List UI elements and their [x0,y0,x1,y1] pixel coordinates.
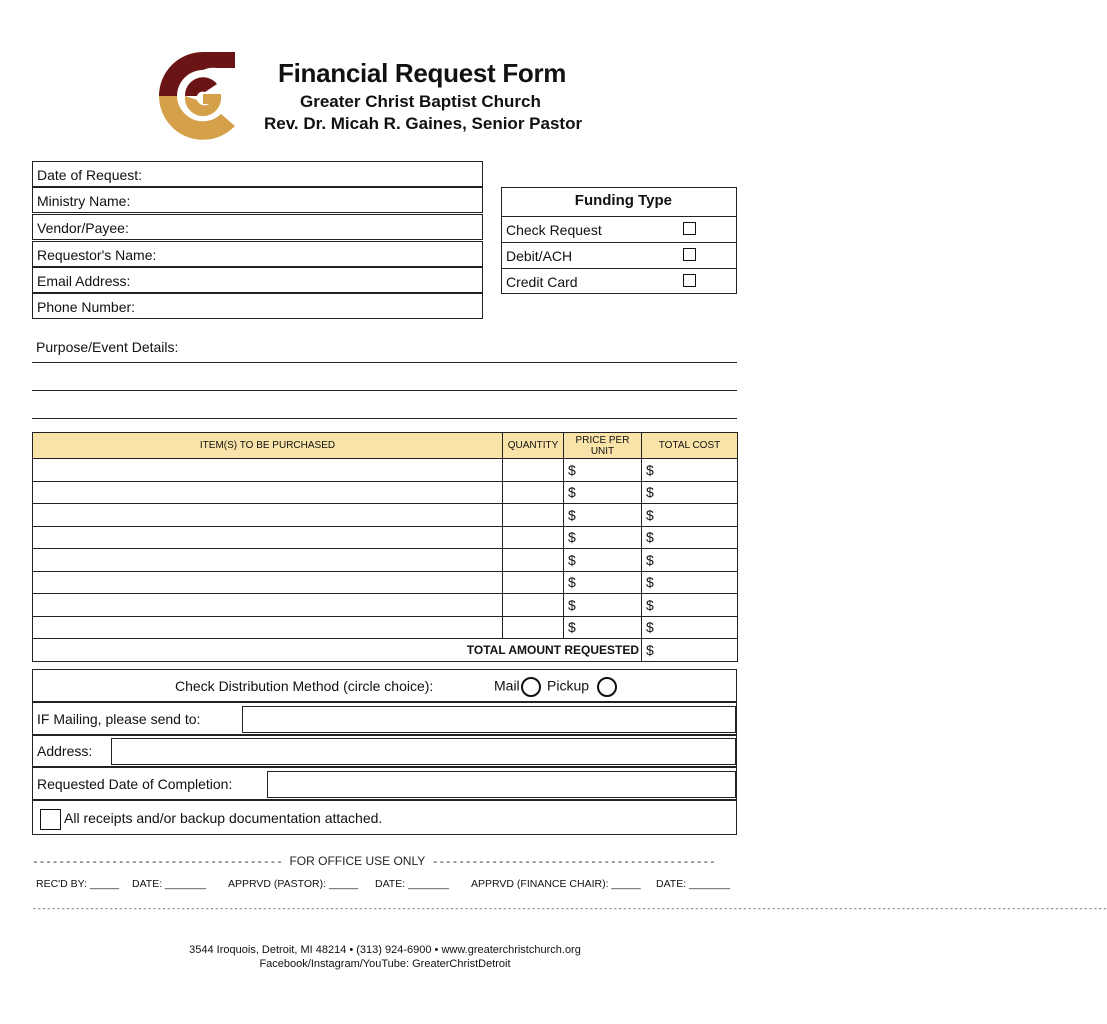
pickup-circle-icon[interactable] [597,677,617,697]
quantity-cell[interactable] [503,571,564,594]
currency-sign: $ [646,641,654,658]
table-row [33,459,738,482]
checkbox-debit-ach[interactable] [683,248,696,261]
requestor-label: Requestor's Name: [37,247,157,263]
purpose-line-1[interactable] [32,362,737,363]
currency-sign: $ [568,461,576,478]
pickup-label: Pickup [547,677,590,694]
currency-sign: $ [568,506,576,523]
funding-option-label: Check Request [506,222,602,238]
office-dashes-left: -------------------------------------- [32,857,290,869]
mail-label: Mail [494,677,520,694]
total-row [33,639,738,662]
footer-social: Facebook/Instagram/YouTube: GreaterChristDetroit [259,958,511,970]
pastor-date[interactable]: DATE: _______ [375,878,449,890]
approved-pastor[interactable]: APPRVD (PASTOR): _____ [228,878,359,890]
price-cell[interactable] [564,526,642,549]
quantity-cell[interactable] [503,549,564,572]
email-address-field[interactable] [32,267,483,293]
receipts-row [32,800,737,835]
mailing-row [32,702,737,735]
table-row [33,549,738,572]
approved-finance-chair[interactable]: APPRVD (FINANCE CHAIR): _____ [471,878,641,890]
item-cell[interactable] [33,594,503,617]
purpose-label: Purpose/Event Details: [36,339,179,355]
office-use-title: FOR OFFICE USE ONLY [289,854,426,868]
item-cell[interactable] [33,504,503,527]
ministry-name-field[interactable] [32,187,483,213]
currency-sign: $ [646,484,654,501]
requestor-name-field[interactable] [32,241,483,267]
currency-sign: $ [568,596,576,613]
table-row [33,504,738,527]
pickup-option[interactable] [547,677,617,697]
header-total-cost: TOTAL COST [642,433,738,459]
currency-sign: $ [646,529,654,546]
funding-option-label: Debit/ACH [506,248,573,264]
currency-sign: $ [646,551,654,568]
distribution-row [32,669,737,702]
table-row [33,571,738,594]
currency-sign: $ [646,461,654,478]
address-label: Address: [37,743,93,759]
quantity-cell[interactable] [503,459,564,482]
funding-type-box [501,187,737,294]
item-cell[interactable] [33,616,503,639]
funding-option-check[interactable] [502,216,736,242]
quantity-cell[interactable] [503,504,564,527]
total-cell[interactable] [642,459,738,482]
vendor-label: Vendor/Payee: [37,220,129,236]
recd-by[interactable]: REC'D BY: _____ [36,878,120,890]
price-cell[interactable] [564,549,642,572]
receipts-checkbox[interactable] [40,809,61,830]
phone-number-field[interactable] [32,293,483,319]
total-cell[interactable] [642,571,738,594]
send-to-input[interactable] [242,706,736,733]
currency-sign: $ [568,551,576,568]
table-row [33,616,738,639]
ministry-label: Ministry Name: [37,193,131,209]
mail-circle-icon[interactable] [521,677,541,697]
church-name: Greater Christ Baptist Church [300,92,541,111]
currency-sign: $ [646,596,654,613]
total-label: TOTAL AMOUNT REQUESTED [33,639,642,662]
table-row [33,526,738,549]
total-cell[interactable] [642,549,738,572]
price-cell[interactable] [564,459,642,482]
form-title: Financial Request Form [278,58,567,88]
recd-date[interactable]: DATE: _______ [132,878,206,890]
vendor-payee-field[interactable] [32,214,483,240]
item-cell[interactable] [33,549,503,572]
purpose-line-2[interactable] [32,390,737,391]
total-cell[interactable] [642,481,738,504]
item-cell[interactable] [33,459,503,482]
currency-sign: $ [646,619,654,636]
footer-address: 3544 Iroquois, Detroit, MI 48214 • (313) 924-6900 • www.greaterchristchurch.org [189,944,581,956]
table-row [33,594,738,617]
finance-date[interactable]: DATE: _______ [656,878,730,890]
email-label: Email Address: [37,273,131,289]
distribution-label: Check Distribution Method (circle choice): [175,678,434,694]
quantity-cell[interactable] [503,481,564,504]
completion-label: Requested Date of Completion: [37,776,233,792]
price-cell[interactable] [564,481,642,504]
quantity-cell[interactable] [503,594,564,617]
phone-label: Phone Number: [37,299,136,315]
item-cell[interactable] [33,481,503,504]
office-dashes-right: ------------------------------------------- [425,857,716,869]
currency-sign: $ [568,619,576,636]
total-amount-cell[interactable] [642,639,738,662]
header-items: ITEM(S) TO BE PURCHASED [33,433,503,459]
price-cell[interactable] [564,594,642,617]
price-cell[interactable] [564,504,642,527]
funding-option-credit[interactable] [502,268,736,294]
items-table-header [33,433,738,459]
address-input[interactable] [111,738,736,765]
pastor-name: Rev. Dr. Micah R. Gaines, Senior Pastor [264,114,583,133]
completion-row [32,767,737,800]
currency-sign: $ [568,574,576,591]
price-cell[interactable] [564,616,642,639]
mail-option[interactable] [494,677,541,697]
quantity-cell[interactable] [503,526,564,549]
header-price-per-unit: PRICE PER UNIT [564,433,642,459]
header-quantity: QUANTITY [503,433,564,459]
total-cell[interactable] [642,616,738,639]
currency-sign: $ [646,574,654,591]
funding-type-heading: Funding Type [574,192,672,209]
church-logo [155,48,241,144]
price-cell[interactable] [564,571,642,594]
total-cell[interactable] [642,526,738,549]
date-of-request-field[interactable] [32,161,483,187]
checkbox-check-request[interactable] [683,222,696,235]
currency-sign: $ [646,506,654,523]
currency-sign: $ [568,484,576,501]
total-cell[interactable] [642,504,738,527]
purpose-line-3[interactable] [32,418,737,419]
address-row [32,735,737,767]
funding-option-debit[interactable] [502,242,736,268]
checkbox-credit-card[interactable] [683,274,696,287]
send-to-label: IF Mailing, please send to: [37,711,201,727]
office-divider: -------------------------------------------------------------------------------------------------------------------------------------------------------------------------------------------------------------------------------- [32,905,1107,914]
item-cell[interactable] [33,526,503,549]
items-table [32,432,738,662]
date-label: Date of Request: [37,167,143,183]
currency-sign: $ [568,529,576,546]
total-cell[interactable] [642,594,738,617]
office-use-banner [32,854,737,869]
funding-option-label: Credit Card [506,274,578,290]
quantity-cell[interactable] [503,616,564,639]
receipts-label: All receipts and/or backup documentation attached. [64,810,383,826]
completion-date-input[interactable] [267,771,736,798]
item-cell[interactable] [33,571,503,594]
table-row [33,481,738,504]
